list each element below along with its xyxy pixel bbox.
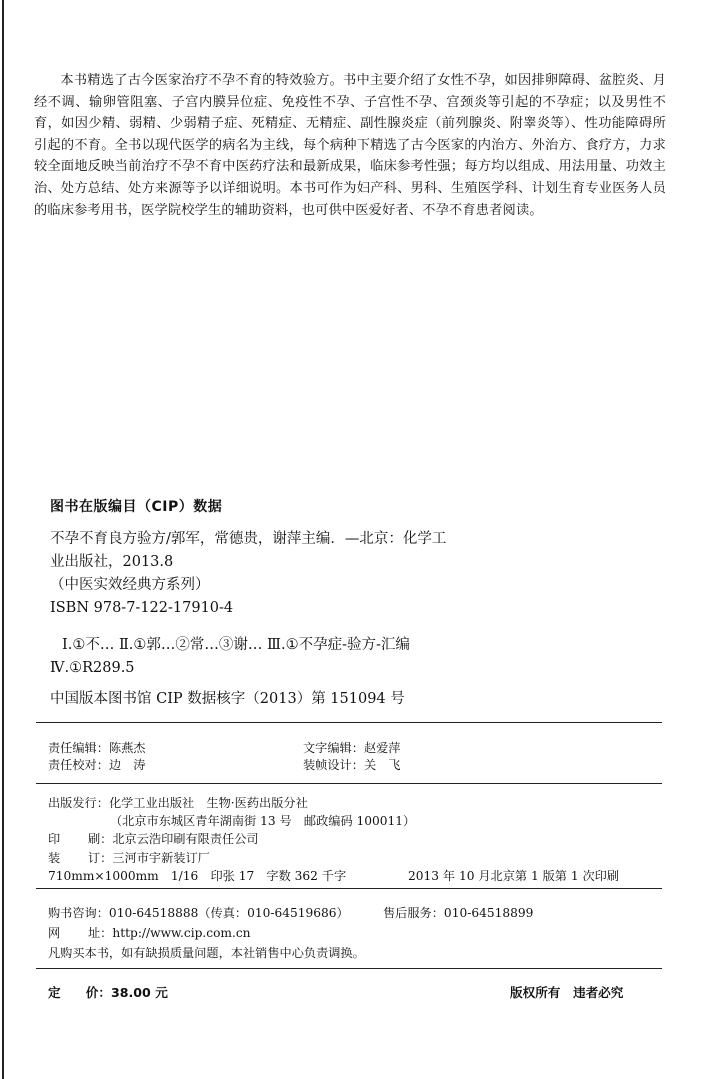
printer [48, 830, 259, 847]
price-value: 38.00 元 [110, 985, 168, 1000]
binder [48, 849, 210, 866]
text-editor-name: 赵爱萍 [363, 741, 401, 755]
website-url: http://www.cip.com.cn [112, 926, 251, 940]
book-specs: 710mm×1000mm 1/16 印张 17 字数 362 千字 [48, 869, 347, 883]
cip-line-5: Ⅰ.①不… Ⅱ.①郭…②常…③谢… Ⅲ.①不孕症-验方-汇编 [62, 637, 410, 653]
text-editor [303, 739, 401, 756]
cip-line-6: Ⅳ.①R289.5 [50, 660, 135, 676]
publisher-label: 出版发行： [48, 796, 109, 810]
book-intro [34, 70, 666, 221]
price [48, 982, 168, 1001]
responsible-editor [48, 739, 146, 756]
website [48, 924, 251, 941]
spacer [50, 620, 550, 634]
publisher-address: （北京市东城区青年湖南街 13 号 邮政编码 100011） [110, 814, 416, 828]
cip-line-2: 业出版社，2013.8 [50, 554, 174, 570]
proofreader [48, 756, 146, 773]
binder-name: 三河市宇新装订厂 [112, 851, 210, 865]
printer-name: 北京云浩印刷有限责任公司 [112, 832, 259, 846]
cip-title: 图书在版编目（CIP）数据 [50, 499, 223, 515]
quality-note: 凡购买本书，如有缺损质量问题，本社销售中心负责调换。 [48, 946, 365, 960]
proofreader-label: 责任校对： [48, 758, 109, 772]
printer-label-a: 印 [48, 832, 61, 846]
copyright-notice: 版权所有 违者必究 [510, 985, 624, 1000]
website-label-b: 址： [88, 926, 113, 940]
designer-label: 装帧设计： [303, 758, 364, 772]
printer-label-b: 刷： [88, 832, 113, 846]
purchase-contact: 购书咨询：010-64518888（传真：010-64519686） [48, 906, 349, 920]
responsible-editor-label: 责任编辑： [48, 741, 109, 755]
divider-2 [36, 783, 662, 784]
proofreader-name: 边 涛 [108, 758, 146, 772]
website-label-a: 网 [48, 926, 61, 940]
designer [303, 756, 401, 773]
designer-name: 关 飞 [363, 758, 401, 772]
cip-line-1: 不孕不育良方验方/郭军，常德贵，谢萍主编．—北京：化学工 [50, 531, 447, 547]
divider-4 [36, 968, 662, 969]
cip-verification-number: 中国版本图书馆 CIP 数据核字（2013）第 151094 号 [50, 691, 405, 707]
edition-info: 2013 年 10 月北京第 1 版第 1 次印刷 [408, 869, 620, 883]
cip-line-4: ISBN 978-7-122-17910-4 [50, 600, 234, 616]
text-editor-label: 文字编辑： [303, 741, 364, 755]
cip-line-3: （中医实效经典方系列） [50, 577, 210, 593]
after-sales-contact: 售后服务：010-64518899 [383, 906, 534, 920]
binder-label-b: 订： [88, 851, 113, 865]
divider-3 [36, 888, 662, 889]
publisher-name: 化学工业出版社 生物·医药出版分社 [108, 796, 308, 810]
cip-data-block [50, 528, 550, 680]
publisher [48, 794, 308, 811]
binder-label-a: 装 [48, 851, 61, 865]
responsible-editor-name: 陈燕杰 [108, 741, 146, 755]
price-label: 定 价： [48, 985, 111, 1000]
intro-paragraph: 本书精选了古今医家治疗不孕不育的特效验方。书中主要介绍了女性不孕，如因排卵障碍、盆腔炎、月经不调、输卵管阻塞、子宫内膜异位症、免疫性不孕、子宫性不孕、宫颈炎等引起的不孕症；以及男性不育，如因少精、弱精、少弱精子症、死精症、无精症、副性腺炎症（前列腺炎、附睾炎等）、性功能障碍所引起的不育。全书以现代医学的病名为主线，每个病种下精选了古今医家的内治方、外治方、食疗方，力求较全面地反映当前治疗不孕不育中医药疗法和最新成果，临床参考性强；每方均以组成、用法用量、功效主治、处方总结、处方来源等予以详细说明。本书可作为妇产科、男科、生殖医学科、计划生育专业医务人员的临床参考用书，医学院校学生的辅助资料，也可供中医爱好者、不孕不育患者阅读。 [34, 73, 666, 218]
page-edge-rule [2, 0, 4, 1079]
divider-1 [36, 722, 662, 723]
